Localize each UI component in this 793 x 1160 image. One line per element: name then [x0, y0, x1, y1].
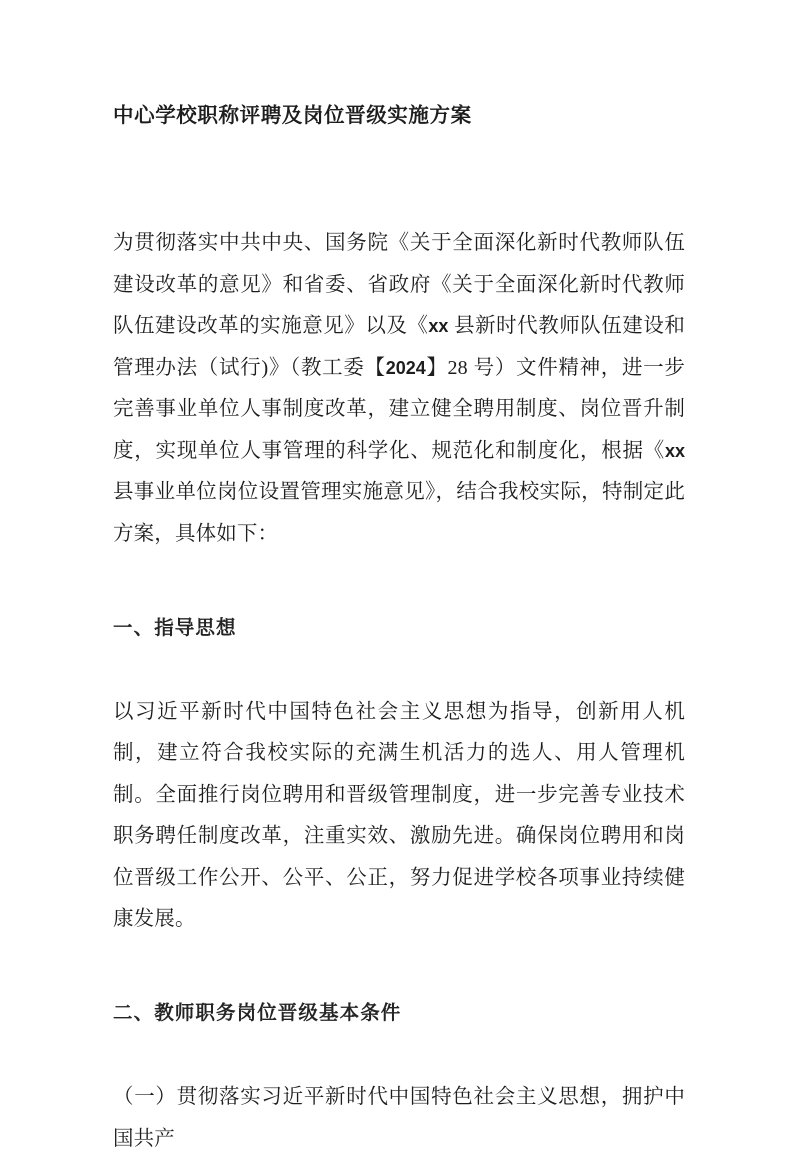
- spacer-before-heading-1: [113, 555, 685, 608]
- preamble-segment-4: 号）文件精神，进一步完善事业单位人事制度改革，建立健全聘用制度、岗位晋升制度，实现单位人事管理的科学化、规范化和制度化，根据《: [113, 356, 685, 462]
- preamble-segment-5: 县事业单位岗位设置管理实施意见》，结合我校实际，特制定此方案，具体如下：: [113, 481, 685, 545]
- document-number: 28: [447, 356, 468, 379]
- spacer-after-heading-1: [113, 650, 685, 692]
- section-2-item-1: （一）贯彻落实习近平新时代中国特色社会主义思想，拥护中国共产: [113, 1086, 685, 1150]
- preamble-segment-3: 】: [425, 356, 448, 379]
- spacer-after-heading-2: [113, 1034, 685, 1077]
- page-title: 中心学校职称评聘及岗位晋级实施方案: [113, 105, 472, 127]
- section-1-paragraph: 以习近平新时代中国特色社会主义思想为指导，创新用人机制，建立符合我校实际的充满生机活力的选人、用人管理机制。全面推行岗位聘用和晋级管理制度，进一步完善专业技术职务聘任制度改革，注重实效、激励先进。确保岗位聘用和岗位晋级工作公开、公平、公正，努力促进学校各项事业持续健康发展。: [113, 700, 685, 930]
- spacer-title-body: [113, 131, 685, 223]
- section-heading-2: 二、教师职务岗位晋级基本条件: [113, 1001, 402, 1024]
- document-content-column: [113, 0, 685, 1160]
- preamble-segment-2: 县新时代教师队伍建设和管理办法（试行)》（教工委【: [113, 315, 686, 379]
- spacer-before-heading-2: [113, 941, 685, 993]
- section-heading-1: 一、指导思想: [113, 617, 237, 639]
- document-year: 2024: [385, 357, 426, 378]
- preamble-paragraph: [113, 223, 685, 555]
- county-placeholder-1: xx: [428, 316, 449, 336]
- county-placeholder-2: xx: [664, 440, 685, 461]
- preamble-segment-1: 为贯彻落实中共中央、国务院《关于全面深化新时代教师队伍建设改革的意见》和省委、省政府《关于全面深化新时代教师队伍建设改革的实施意见》以及《: [113, 232, 685, 337]
